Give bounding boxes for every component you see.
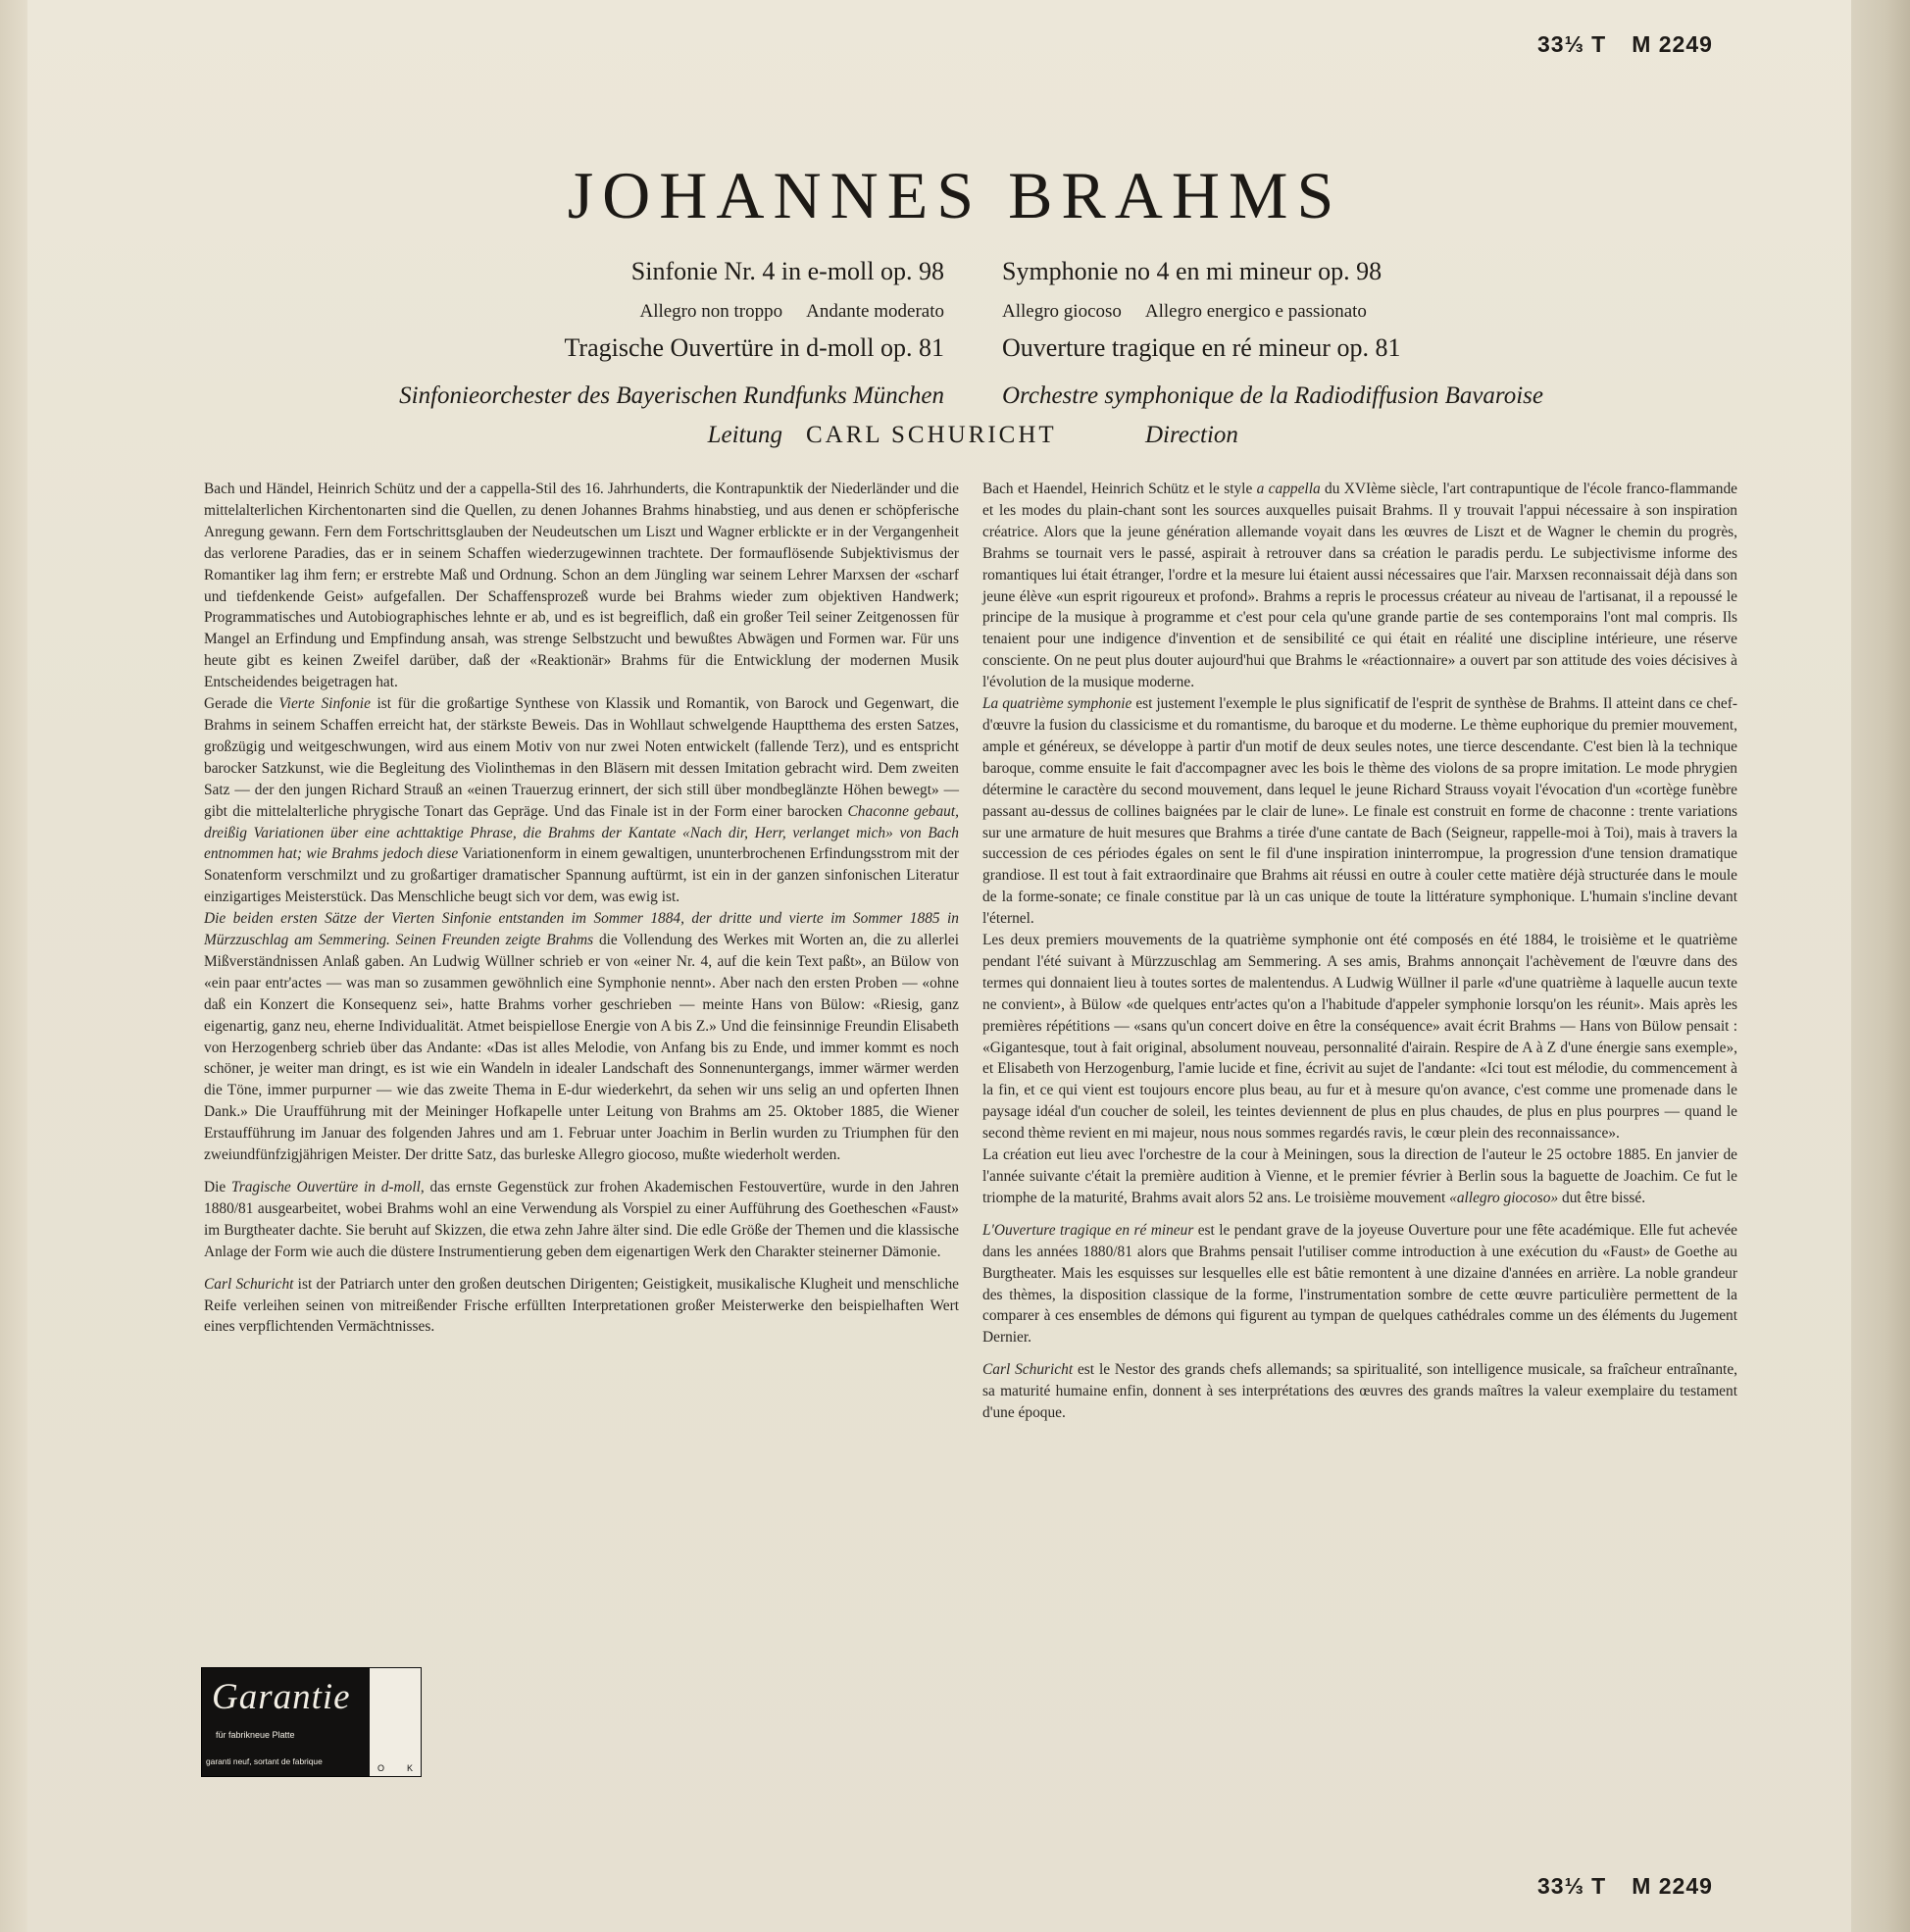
catalog-code: M 2249 [1632, 1873, 1713, 1899]
liner-notes-french [982, 479, 1737, 1424]
work-2-german: Tragische Ouvertüre in d-moll op. 81 [564, 333, 944, 362]
work-1-french: Symphonie no 4 en mi mineur op. 98 [1002, 257, 1382, 285]
paragraph: Die beiden ersten Sätze der Vierten Sinfonie entstanden im Sommer 1884, der dritte und vierte im Sommer 1885 in Mürzzuschlag am Semmering. Seinen Freunden zeigte Brahms die Vollendung des Werkes mit Worten an, die zu allerlei Mißverständnissen Anlaß gaben. An Ludwig Wüllner schrieb er von «einer Nr. 4, auf die kein Text paßt», an Bülow von «ein paar entr'actes — was man so zusammen gewöhnlich eine Symphonie nennt». Aber nach den ersten Proben — «ohne daß ein Konzert die Konsequenz sei», hatte Brahms vorher geschrieben — meinte Hans von Bülow: «Riesig, ganz eigenartig, ganz neu, eherne Individualität. Atmet beispiellose Energie von A bis Z.» Und die feinsinnige Freundin Elisabeth von Herzogenberg schrieb über das Andante: «Das ist alles Melodie, von Anfang bis zu Ende, und immer kommt es noch schöner, je weiter man dringt, es ist wie ein Wandeln in idealer Landschaft des Sonnenuntergangs, immer wärmer werden die Töne, immer purpurner — wie das zweite Thema in E-dur wiederkehrt, da sehen wir uns selig an und opferten Ihnen Dank.» Die Uraufführung mit der Meininger Hofkapelle unter Leitung von Brahms am 25. Oktober 1885, die Wiener Erstaufführung im Januar des folgenden Jahres und am 1. Februar unter Joachim in Berlin wurden zu Triumphen für den zweiundfünfzigjährigen Meister. Der dritte Satz, das burleske Allegro giocoso, mußte wiederholt werden. [204, 910, 959, 1164]
movement-label: Allegro giocoso [1002, 301, 1122, 322]
work-1-german: Sinfonie Nr. 4 in e-moll op. 98 [630, 257, 944, 285]
paragraph: Carl Schuricht est le Nestor des grands chefs allemands; sa spiritualité, son intelligence musicale, sa fraîcheur entraînante, sa maturité humaine enfin, donnent à ses interprétations des œuvres des grands maîtres la valeur exemplaire du testament d'une époque. [982, 1361, 1737, 1422]
paragraph: La création eut lieu avec l'orchestre de la cour à Meiningen, sous la direction de l'auteur le 25 octobre 1885. En janvier de l'année suivante c'était la première audition à Vienne, et le premier février à Berlin sous la baguette de Joachim. Ce fut le triomphe de la maturité, Brahms avait alors 52 ans. Le troisième mouvement «allegro giocoso» dut être bissé. [982, 1146, 1737, 1206]
work-2-french: Ouverture tragique en ré mineur op. 81 [1002, 333, 1401, 362]
speed-label: 33⅓ T [1537, 31, 1607, 57]
movements-french [1002, 301, 1367, 323]
paragraph: Carl Schuricht ist der Patriarch unter den großen deutschen Dirigenten; Geistigkeit, musikalische Klugheit und menschliche Reife verleihen seinen von mitreißender Frische erfüllten Interpretationen großer Meisterwerke den beispielhaften Wert eines verpflichtenden Vermächtnisses. [204, 1275, 960, 1336]
speed-label: 33⅓ T [1537, 1873, 1607, 1899]
catalog-code: M 2249 [1632, 31, 1713, 57]
garantie-line-2: garanti neuf, sortant de fabrique [206, 1756, 323, 1766]
paragraph: L'Ouverture tragique en ré mineur est le pendant grave de la joyeuse Ouverture pour une fête académique. Elle fut achevée dans les années 1880/81 alors que Brahms pensait l'utiliser comme introduction à une exécution du «Faust» de Goethe au Burgtheater. Mais les esquisses sur lesquelles elle est bâtie remontent à une dizaine d'années en arrière. La noble grandeur des thèmes, la disposition classique de la forme, l'instrumentation sombre de cette œuvre particulière permettent de la comparer à ces ensembles de démons qui figurent au tympan de quelques cathédrales comme un des éléments du Jugement Dernier. [982, 1221, 1737, 1347]
sleeve-left-edge [0, 0, 27, 1932]
sleeve-right-edge [1851, 0, 1910, 1932]
paragraph: Les deux premiers mouvements de la quatrième symphonie ont été composés en été 1884, le troisième et le quatrième pendant l'été suivant à Mürzzuschlag am Semmering. A ses amis, Brahms annonçait l'achèvement de l'œuvre dans des termes qui donnaient lieu à toutes sortes de malentendus. A Ludwig Wüllner il parle «d'une quatrième à laquelle aucun texte ne convient», à Bülow «de quelques entr'actes qu'on a l'habitude d'appeler symphonie lorsqu'on les réunit». Mais après les premières répétitions — «sans qu'un concert doive en être la conséquence» avait écrit Brahms — Hans von Bülow pensait : «Gigantesque, tout à fait original, absolument nouveau, personnalité d'airain. Respire de A à Z d'une énergie sans exemple», et Elisabeth von Herzogenburg, l'amie lucide et fine, écrivit au sujet de l'andante: «Ici tout est mélodie, du commencement à la fin, et ce qui vient est toujours encore plus beau, au fur et à mesure qu'on avance, c'est comme une promenade dans le paysage idéal d'un coucher de soleil, les teintes deviennent de plus en plus chaudes, de plus en plus pourpres — quand le second thème revient en mi majeur, nous nous sommes regardés ravis, le cœur plein des reconnaissance». [982, 932, 1737, 1143]
paragraph: Bach et Haendel, Heinrich Schütz et le style a cappella du XVIème siècle, l'art contrapuntique de l'école franco-flammande et les modes du plain-chant sont les sources auxquelles puisait Brahms. Il y trouvait l'appui nécessaire à son inspiration créatrice. Alors que la jeune génération allemande voyait dans les œuvres de Liszt et de Wagner le chemin du progrès, Brahms se tournait vers le passé, aspirait à retrouver dans sa création le paradis perdu. Le subjectivisme informe des romantiques lui était étranger, l'ordre et la mesure lui étaient aussi nécessaires que l'air. Marxsen reconnaissait déjà dans son jeune élève «un esprit rigoureux et profond». Brahms a repris le processus créateur au niveau de l'artisanat, il a repoussé le principe de la musique à programme et c'est pour cela qu'une grande partie de ses contemporains l'ont mal compris. Ils tenaient pour une indigence d'invention et de sensibilité ce qui était en réalité une discipline intérieure, une réserve consciente. On ne peut plus douter aujourd'hui que Brahms le «réactionnaire» a ouvert par son attitude des voies décisives à l'évolution de la musique moderne. [982, 481, 1737, 691]
ok-letter-o: O [377, 1763, 385, 1773]
garantie-logo: Garantie [212, 1677, 351, 1717]
garantie-badge [201, 1667, 372, 1777]
direction-label: Direction [1145, 422, 1238, 448]
catalog-number-bottom [1537, 1873, 1713, 1900]
ok-letter-k: K [406, 1763, 413, 1773]
liner-notes-german [204, 479, 959, 1338]
paragraph: La quatrième symphonie est justement l'exemple le plus significatif de l'esprit de synthèse de Brahms. Il atteint dans ce chef-d'œuvre la fusion du classicisme et du romantisme, du baroque et du moderne. Le thème euphorique du premier mouvement, ample et généreux, se développe à partir d'un motif de deux seules notes, une tierce descendante. C'est bien là la technique baroque, comme ensuite le fait d'accompagner avec les bois le thème des violons de sa propre imitation. Le mode phrygien détermine le caractère du second mouvement, dans lequel le jeune Richard Strauss voyait l'évocation d'un «cortège funèbre passant au-dessus de collines baignées par le clair de lune». Le finale est construit en forme de chaconne : trente variations sur une armature de huit mesures que Brahms a tirée d'une cantate de Bach (Seigneur, rappelle-moi à Toi), mais à travers la succession de ces périodes égales on sent le fil d'une inspiration ininterrompue, la progression d'une tension dramatique grandiose. Il est tout à fait extraordinaire que Brahms ait réussi en outre à couler cette matière déjà structurée dans le moule de la forme-sonate; ce finale constitue par là un cas unique de toute la littérature symphonique. L'humain s'incline devant l'éternel. [982, 695, 1737, 928]
ok-box [370, 1667, 422, 1777]
movement-label: Allegro non troppo [639, 301, 783, 322]
movement-label: Allegro energico e passionato [1144, 301, 1367, 322]
leitung-label: Leitung [707, 422, 782, 448]
conductor-row [0, 422, 1910, 455]
movements-german [639, 301, 944, 323]
paragraph: Bach und Händel, Heinrich Schütz und der a cappella-Stil des 16. Jahrhunderts, die Kontrapunktik der Niederländer und die mittelalterlichen Kirchentonarten sind die Quellen, zu denen Johannes Brahms hinabstieg, und aus denen er schöpferische Anregung gewann. Fern dem Fortschrittsglauben der Neudeutschen um Liszt und Wagner erblickte er in der Vergangenheit das verlorene Paradies, das er in seinem Schaffen wiederzugewinnen trachtete. Der formauflösende Subjektivismus der Romantiker lag ihm fern; er erstrebte Maß und Ordnung. Schon an dem Jüngling war seinem Lehrer Marxsen der «scharf und tiefdenkende Geist» aufgefallen. Der Schaffensprozeß wurde bei Brahms wieder zum objektiven Handwerk; Programmatisches und Autobiographisches lehnte er ab, und es ist begreiflich, daß ein großer Teil seiner Zeitgenossen für Mangel an Erfindung und Empfindung ansah, was strenge Selbstzucht und bewußtes Abwägen und Formen war. Für uns heute gibt es keinen Zweifel darüber, daß der «Reaktionär» Brahms für die Entwicklung der modernen Musik Entscheidendes beigetragen hat. [204, 481, 959, 691]
composer-title: JOHANNES BRAHMS [567, 158, 1343, 232]
orchestra-german: Sinfonieorchester des Bayerischen Rundfunks München [399, 382, 944, 409]
movement-label: Andante moderato [806, 301, 944, 322]
garantie-line-1: für fabrikneue Platte [216, 1730, 295, 1740]
conductor-name: CARL SCHURICHT [806, 422, 1057, 448]
paragraph: Gerade die Vierte Sinfonie ist für die großartige Synthese von Klassik und Romantik, von Barock und Gegenwart, die Brahms in seinem Schaffen erreicht hat, der stärkste Beweis. Das in Wohllaut schwelgende Hauptthema des ersten Satzes, großzügig und weitgeschwungen, wird aus einem Motiv von nur zwei Noten entwickelt (fallende Terz), und es entspricht barocker Satzkunst, wie die Begleitung des Violinthemas in den Bläsern mit dessen Imitation gebracht wird. Dem zweiten Satz — der den jungen Richard Strauß an «einen Trauerzug erinnert, der sich still über mondbeglänzte Höhen bewegt» — gibt die mittelalterliche phrygische Tonart das Gepräge. Und das Finale ist in der Form einer barocken Chaconne gebaut, dreißig Variationen über eine achttaktige Phrase, die Brahms der Kantate «Nach dir, Herr, verlanget mich» von Bach entnommen hat; wie Brahms jedoch diese Variationenform in einem gewaltigen, ununterbrochenen Erfindungsstrom mit der Sonatenform verschmilzt und zu großartiger dramatischer Spannung auftürmt, ist ein in der ganzen sinfonischen Literatur einzigartiges Meisterstück. Das Menschliche beugt sich vor dem, was ewig ist. [204, 695, 959, 906]
orchestra-french: Orchestre symphonique de la Radiodiffusion Bavaroise [1002, 382, 1544, 409]
paragraph: Die Tragische Ouvertüre in d-moll, das ernste Gegenstück zur frohen Akademischen Festouvertüre, wurde in den Jahren 1880/81 ausgearbeitet, wobei Brahms wohl an eine Verwendung als Vorspiel zu einer Aufführung des Goetheschen «Faust» im Burgtheater dachte. Sie beruht auf Skizzen, die etwa zehn Jahre älter sind. Die edle Größe der Themen und die klassische Anlage der Form wie auch die düstere Instrumentierung geben dem eigenartigen Werk den Charakter steinerner Dämonie. [204, 1179, 960, 1260]
catalog-number-top [1537, 31, 1713, 58]
